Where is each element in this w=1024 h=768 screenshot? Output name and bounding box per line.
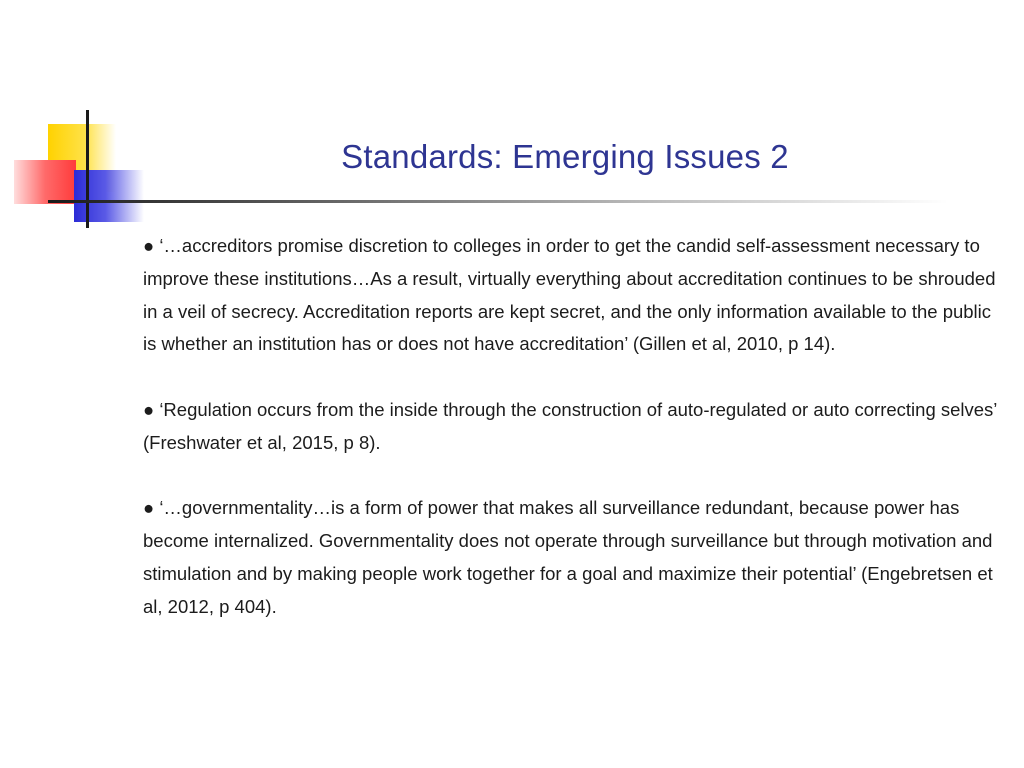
- red-square-shape: [14, 160, 76, 204]
- slide-title: Standards: Emerging Issues 2: [341, 138, 789, 175]
- decorative-logo-icon: [0, 0, 160, 240]
- vertical-rule: [86, 110, 89, 228]
- slide-body: [143, 230, 1003, 624]
- blue-square-shape: [74, 170, 144, 222]
- bullet-paragraph-1: ● ‘…accreditors promise discretion to colleges in order to get the candid self-assessment necessary to improve these institutions…As a result, virtually everything about accreditation continues to be shrouded in a veil of secrecy. Accreditation reports are kept secret, and the only information available to the public is whether an institution has or does not have accreditation’ (Gillen et al, 2010, p 14).: [143, 235, 996, 355]
- bullet-paragraph-2: ● ‘Regulation occurs from the inside through the construction of auto-regulated or auto correcting selves’ (Freshwater et al, 2015, p 8).: [143, 398, 997, 453]
- title-underline-rule: [48, 200, 948, 203]
- bullet-paragraph-3: ● ‘…governmentality…is a form of power that makes all surveillance redundant, because power has become internalized. Governmentality does not operate through surveillance but through motivation and stimulation and by making people work together for a goal and maximize their potential’ (Engebretsen et al, 2012, p 404).: [143, 497, 993, 617]
